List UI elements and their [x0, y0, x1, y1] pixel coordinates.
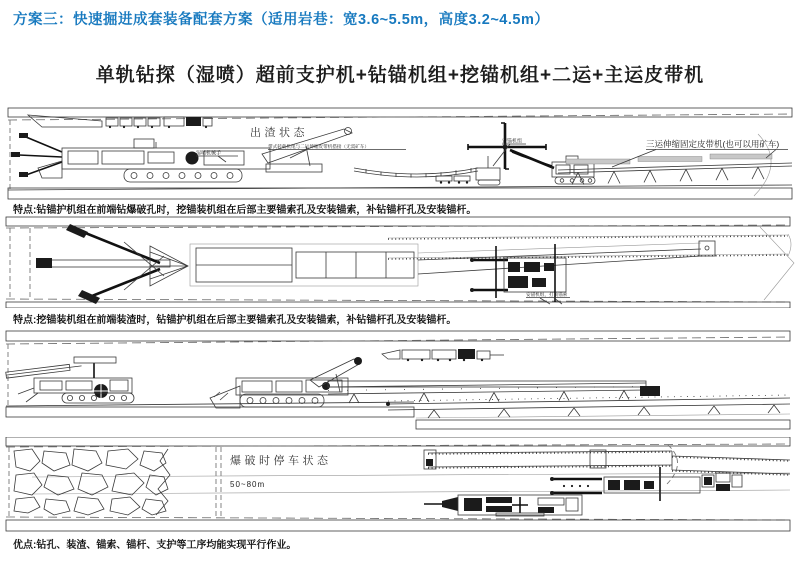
svg-text:湿喷机械手: 湿喷机械手: [196, 150, 222, 157]
anchor-drill-rig: [468, 123, 595, 185]
panel-1-caption: 特点:钻锚护机组在前端钻爆破孔时，挖锚装机组在后部主要锚索孔及安装锚索，补钻锚杆孔及安装锚杆。: [13, 205, 477, 216]
roadway-line-upper: [32, 473, 790, 477]
panel-4-caption: 优点:钻孔、装渣、锚索、锚杆、支护等工序均能实现平行作业。: [13, 540, 297, 551]
svg-text:带式转载机尾与二运伸缩皮带机搭接（无需矿车）: 带式转载机尾与二运伸缩皮带机搭接（无需矿车）: [268, 144, 370, 149]
distance-divider: [216, 447, 221, 517]
belt-truss: [328, 381, 660, 403]
svg-text:三运伸缩固定皮带机(也可以用矿车): 三运伸缩固定皮带机(也可以用矿车): [646, 139, 780, 149]
main-belt-plan: [424, 450, 790, 475]
tunnel-roof: [6, 331, 790, 406]
arc-belt-conveyor: [354, 168, 478, 184]
subtitle: 单轨钻探（湿喷）超前支护机+钻锚机组+挖锚机组+二运+主运皮带机: [95, 65, 705, 86]
support-car-train: [382, 349, 504, 361]
roadway-boundary: [6, 437, 790, 531]
panel-3-drawing: [4, 328, 797, 432]
state-label: 出渣状态: [250, 127, 308, 139]
main-belt-line: [388, 234, 791, 259]
tunnel-roof: [8, 108, 792, 190]
panel-1-drawing: [6, 106, 796, 200]
panel-4-drawing: [4, 437, 797, 535]
svg-text:安锚机组，打顶锚索: 安锚机组，打顶锚索: [526, 292, 568, 297]
state-label: 爆破时停车状态: [230, 455, 332, 467]
label-anchor-unit: [493, 138, 526, 167]
svg-text:安锚机组: 安锚机组: [502, 138, 523, 145]
distance-label: 50~80m: [230, 480, 266, 489]
panel-2-caption: 特点:挖锚装机组在前端装渣时，钻锚护机组在后部主要锚索孔及安装锚索，补钻锚杆孔及安装锚杆。: [13, 315, 457, 326]
drill-anchor-unit-plan: [424, 495, 582, 516]
panel-2-drawing: [4, 216, 797, 308]
roadway-boundary: [6, 217, 794, 308]
bolter-miner-plan: [36, 224, 715, 304]
roadheader: [210, 357, 362, 408]
blasted-rock: [14, 449, 170, 515]
label-third-belt: [612, 139, 788, 167]
tunnel-floor: [8, 185, 792, 199]
bolter-unit-plan: [550, 467, 742, 501]
drill-jumbo: [6, 357, 134, 403]
fixed-belt-conveyor: [558, 154, 792, 185]
page-title: 方案三：快速掘进成套装备配套方案（适用岩巷：宽3.6~5.5m，高度3.2~4.5m）: [13, 12, 550, 28]
